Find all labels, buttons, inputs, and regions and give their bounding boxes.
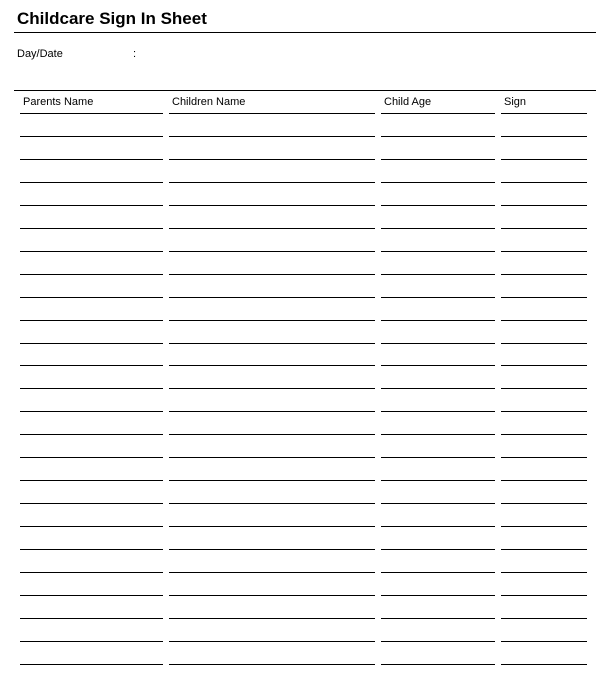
child-age-line[interactable] — [381, 549, 495, 550]
child-age-line[interactable] — [381, 365, 495, 366]
sign-in-row — [0, 182, 616, 183]
children-name-line[interactable] — [169, 503, 375, 504]
parents-name-line[interactable] — [20, 641, 163, 642]
parents-name-line[interactable] — [20, 572, 163, 573]
sign-line[interactable] — [501, 343, 587, 344]
child-age-line[interactable] — [381, 641, 495, 642]
sign-in-row — [0, 641, 616, 642]
parents-name-line[interactable] — [20, 297, 163, 298]
sign-in-row — [0, 549, 616, 550]
children-name-line[interactable] — [169, 480, 375, 481]
child-age-line[interactable] — [381, 595, 495, 596]
child-age-line[interactable] — [381, 136, 495, 137]
sign-line[interactable] — [501, 526, 587, 527]
parents-name-line[interactable] — [20, 549, 163, 550]
children-name-line[interactable] — [169, 664, 375, 665]
sign-in-row — [0, 618, 616, 619]
child-age-line[interactable] — [381, 320, 495, 321]
child-age-line[interactable] — [381, 526, 495, 527]
children-name-line[interactable] — [169, 457, 375, 458]
parents-name-line[interactable] — [20, 251, 163, 252]
sign-in-row — [0, 274, 616, 275]
child-age-line[interactable] — [381, 434, 495, 435]
sign-in-row — [0, 136, 616, 137]
child-age-line[interactable] — [381, 182, 495, 183]
child-age-line[interactable] — [381, 159, 495, 160]
children-name-line[interactable] — [169, 388, 375, 389]
sign-in-row — [0, 205, 616, 206]
children-name-line[interactable] — [169, 572, 375, 573]
sign-line[interactable] — [501, 159, 587, 160]
child-age-line[interactable] — [381, 251, 495, 252]
children-name-line[interactable] — [169, 182, 375, 183]
children-name-line[interactable] — [169, 365, 375, 366]
children-name-line[interactable] — [169, 136, 375, 137]
child-age-line[interactable] — [381, 572, 495, 573]
children-name-line[interactable] — [169, 274, 375, 275]
child-age-line[interactable] — [381, 411, 495, 412]
column-header-children-name: Children Name — [172, 96, 246, 108]
child-age-line[interactable] — [381, 664, 495, 665]
sign-line[interactable] — [501, 182, 587, 183]
children-name-line[interactable] — [169, 618, 375, 619]
sign-line[interactable] — [501, 618, 587, 619]
children-name-line[interactable] — [169, 228, 375, 229]
sign-line[interactable] — [501, 388, 587, 389]
sign-line[interactable] — [501, 113, 587, 114]
child-age-line[interactable] — [381, 388, 495, 389]
parents-name-line[interactable] — [20, 434, 163, 435]
parents-name-line[interactable] — [20, 365, 163, 366]
children-name-line[interactable] — [169, 320, 375, 321]
parents-name-line[interactable] — [20, 343, 163, 344]
parents-name-line[interactable] — [20, 388, 163, 389]
child-age-line[interactable] — [381, 205, 495, 206]
sign-line[interactable] — [501, 457, 587, 458]
children-name-line[interactable] — [169, 595, 375, 596]
sign-in-row — [0, 595, 616, 596]
children-name-line[interactable] — [169, 526, 375, 527]
sign-line[interactable] — [501, 365, 587, 366]
child-age-line[interactable] — [381, 503, 495, 504]
sign-line[interactable] — [501, 274, 587, 275]
child-age-line[interactable] — [381, 343, 495, 344]
parents-name-line[interactable] — [20, 526, 163, 527]
sign-in-row — [0, 664, 616, 665]
children-name-line[interactable] — [169, 113, 375, 114]
column-header-sign: Sign — [504, 96, 527, 108]
child-age-line[interactable] — [381, 618, 495, 619]
parents-name-line[interactable] — [20, 182, 163, 183]
parents-name-line[interactable] — [20, 595, 163, 596]
sign-line[interactable] — [501, 411, 587, 412]
sign-in-row — [0, 251, 616, 252]
children-name-line[interactable] — [169, 434, 375, 435]
sign-in-row — [0, 457, 616, 458]
sign-in-row — [0, 388, 616, 389]
sign-in-row — [0, 480, 616, 481]
column-header-parents-name: Parents Name — [23, 96, 94, 108]
sign-in-row — [0, 526, 616, 527]
sign-line[interactable] — [501, 572, 587, 573]
children-name-line[interactable] — [169, 549, 375, 550]
parents-name-line[interactable] — [20, 411, 163, 412]
sign-line[interactable] — [501, 205, 587, 206]
child-age-line[interactable] — [381, 457, 495, 458]
parents-name-line[interactable] — [20, 274, 163, 275]
parents-name-line[interactable] — [20, 159, 163, 160]
sign-line[interactable] — [501, 595, 587, 596]
sign-in-row — [0, 343, 616, 344]
sign-line[interactable] — [501, 320, 587, 321]
children-name-line[interactable] — [169, 159, 375, 160]
sign-in-row — [0, 228, 616, 229]
sign-in-row — [0, 434, 616, 435]
sign-line[interactable] — [501, 641, 587, 642]
day-date-label: Day/Date — [17, 48, 63, 60]
child-age-line[interactable] — [381, 228, 495, 229]
column-header-child-age: Child Age — [384, 96, 432, 108]
parents-name-line[interactable] — [20, 664, 163, 665]
children-name-line[interactable] — [169, 411, 375, 412]
child-age-line[interactable] — [381, 297, 495, 298]
parents-name-line[interactable] — [20, 205, 163, 206]
children-name-line[interactable] — [169, 641, 375, 642]
sign-line[interactable] — [501, 664, 587, 665]
parents-name-line[interactable] — [20, 503, 163, 504]
child-age-line[interactable] — [381, 274, 495, 275]
child-age-line[interactable] — [381, 113, 495, 114]
sign-in-row — [0, 159, 616, 160]
page-title: Childcare Sign In Sheet — [17, 9, 207, 28]
parents-name-line[interactable] — [20, 320, 163, 321]
sign-line[interactable] — [501, 228, 587, 229]
parents-name-line[interactable] — [20, 228, 163, 229]
parents-name-line[interactable] — [20, 113, 163, 114]
child-age-line[interactable] — [381, 480, 495, 481]
parents-name-line[interactable] — [20, 457, 163, 458]
sign-in-row — [0, 297, 616, 298]
parents-name-line[interactable] — [20, 136, 163, 137]
sign-in-row — [0, 113, 616, 114]
sign-line[interactable] — [501, 549, 587, 550]
parents-name-line[interactable] — [20, 618, 163, 619]
sign-in-row — [0, 320, 616, 321]
children-name-line[interactable] — [169, 251, 375, 252]
sign-in-row — [0, 572, 616, 573]
sign-line[interactable] — [501, 503, 587, 504]
sign-line[interactable] — [501, 251, 587, 252]
parents-name-line[interactable] — [20, 480, 163, 481]
children-name-line[interactable] — [169, 343, 375, 344]
children-name-line[interactable] — [169, 205, 375, 206]
sign-in-row — [0, 503, 616, 504]
children-name-line[interactable] — [169, 297, 375, 298]
sign-line[interactable] — [501, 136, 587, 137]
sign-in-row — [0, 411, 616, 412]
sign-line[interactable] — [501, 297, 587, 298]
sign-line[interactable] — [501, 434, 587, 435]
day-date-separator: : — [133, 48, 137, 60]
sign-in-row — [0, 365, 616, 366]
sign-line[interactable] — [501, 480, 587, 481]
